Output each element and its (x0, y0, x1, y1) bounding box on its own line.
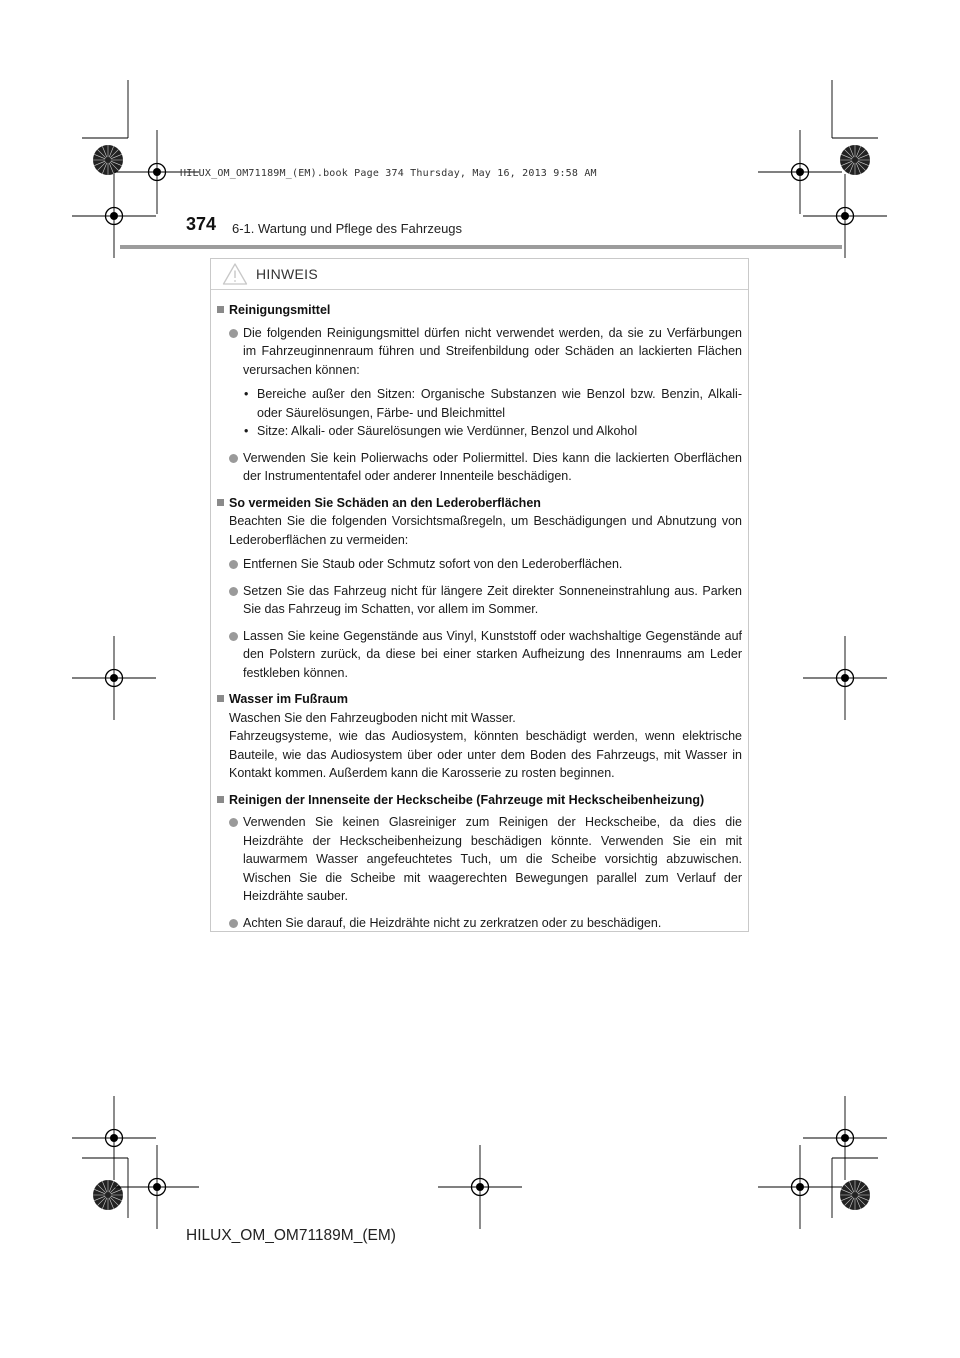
section-heading: Reinigungsmittel (229, 303, 331, 317)
sub-item-text: Bereiche außer den Sitzen: Organische Substanzen wie Benzol bzw. Benzin, Alkali- oder Säurelösungen, Färbe- und Bleichmittel (257, 387, 742, 420)
starburst-mark-bottom-left (93, 1180, 123, 1210)
circle-bullet-icon (229, 587, 238, 596)
sub-item (243, 422, 742, 441)
circle-bullet-icon (229, 454, 238, 463)
notice-header (211, 259, 748, 290)
square-bullet-icon (217, 695, 224, 702)
circle-bullet-icon (229, 329, 238, 338)
section-paragraph: Fahrzeugsysteme, wie das Audiosystem, könnten beschädigt werden, wenn elektrische Bauteile, wie das Audiosystem über oder unter dem Boden des Fahrzeugs, mit Wasser in Kontakt kommen. Außerdem kann die Karosserie zu rosten beginnen. (229, 729, 742, 780)
square-bullet-icon (217, 306, 224, 313)
bullet-item (229, 914, 742, 933)
notice-title: HINWEIS (256, 266, 318, 282)
bullet-item (229, 324, 742, 441)
notice-section (217, 791, 742, 933)
notice-box (210, 258, 749, 932)
crosshair-mark (803, 636, 887, 720)
section-paragraph: Beachten Sie die folgenden Vorsichtsmaßregeln, um Beschädigungen und Abnutzung von Lederoberflächen zu vermeiden: (229, 514, 742, 547)
bullet-text: Die folgenden Reinigungsmittel dürfen nicht verwendet werden, da sie zu Verfärbungen im Fahrzeuginnenraum führen und Streifenbildung oder Schäden an lackierten Flächen verursachen können: (243, 325, 742, 377)
small-bullet-icon: • (244, 387, 249, 401)
starburst-mark-bottom-right (840, 1180, 870, 1210)
bullet-text: Setzen Sie das Fahrzeug nicht für längere Zeit direkter Sonneneinstrahlung aus. Parken Sie das Fahrzeug im Schatten, vor allem im Sommer. (243, 583, 742, 616)
bullet-item (229, 582, 742, 619)
small-bullet-icon: • (244, 424, 249, 438)
section-heading: Wasser im Fußraum (229, 692, 349, 706)
bullet-text: Verwenden Sie kein Polierwachs oder Poliermittel. Dies kann die lackierten Oberflächen der Instrumententafel oder anderer Innenteile beschädigen. (243, 450, 742, 483)
footer-doc-id: HILUX_OM_OM71189M_(EM) (186, 1227, 396, 1244)
bullet-text: Verwenden Sie keinen Glasreiniger zum Reinigen der Heckscheibe, da dies die Heizdrähte der Heckscheibenheizung beschädigen könnte. Verwenden Sie ein mit lauwarmem Wasser angefeuchtetes Tuch, um die Scheibe vorsichtig abzuwischen. Wischen Sie die Scheibe mit waagerechten Bewegungen parallel zum Verlauf der Heizdrähte sauber. (243, 815, 742, 903)
bullet-text: Lassen Sie keine Gegenstände aus Vinyl, Kunststoff oder wachshaltige Gegenstände auf den Polstern zurück, da diese bei einer starken Aufheizung des Innenraums am Leder festkleben können. (243, 628, 742, 680)
circle-bullet-icon (229, 919, 238, 928)
starburst-mark-top-right (840, 145, 870, 175)
bullet-item (229, 627, 742, 683)
crosshair-mark (72, 636, 156, 720)
header-rule (120, 245, 842, 249)
square-bullet-icon (217, 796, 224, 803)
bullet-text: Achten Sie darauf, die Heizdrähte nicht zu zerkratzen oder zu beschädigen. (243, 915, 662, 930)
crosshair-mark (758, 1145, 842, 1229)
crosshair-mark (72, 1096, 156, 1180)
section-heading: So vermeiden Sie Schäden an den Lederoberflächen (229, 495, 541, 510)
notice-section (217, 690, 742, 783)
sub-item-text: Sitze: Alkali- oder Säurelösungen wie Verdünner, Benzol und Alkohol (257, 424, 638, 438)
bullet-item (229, 813, 742, 906)
section-paragraph: Waschen Sie den Fahrzeugboden nicht mit Wasser. (229, 710, 516, 725)
section-heading: Reinigen der Innenseite der Heckscheibe (Fahrzeuge mit Heckscheibenheizung) (229, 792, 705, 807)
bullet-text: Entfernen Sie Staub oder Schmutz sofort von den Lederoberflächen. (243, 557, 623, 571)
bullet-item (229, 555, 742, 574)
crosshair-mark (758, 130, 842, 214)
notice-body (211, 290, 748, 932)
print-info-line: HILUX_OM_OM71189M_(EM).book Page 374 Thursday, May 16, 2013 9:58 AM (180, 168, 597, 179)
circle-bullet-icon (229, 560, 238, 569)
starburst-mark-top-left (93, 145, 123, 175)
sub-item (243, 385, 742, 422)
circle-bullet-icon (229, 632, 238, 641)
bullet-item (229, 449, 742, 486)
square-bullet-icon (217, 499, 224, 506)
page-number: 374 (186, 214, 217, 234)
notice-section (217, 301, 742, 486)
section-title: 6-1. Wartung und Pflege des Fahrzeugs (232, 221, 463, 236)
circle-bullet-icon (229, 818, 238, 827)
warning-triangle-icon (222, 262, 248, 286)
crosshair-mark (803, 1096, 887, 1180)
notice-section (217, 494, 742, 683)
crosshair-mark (438, 1145, 522, 1229)
